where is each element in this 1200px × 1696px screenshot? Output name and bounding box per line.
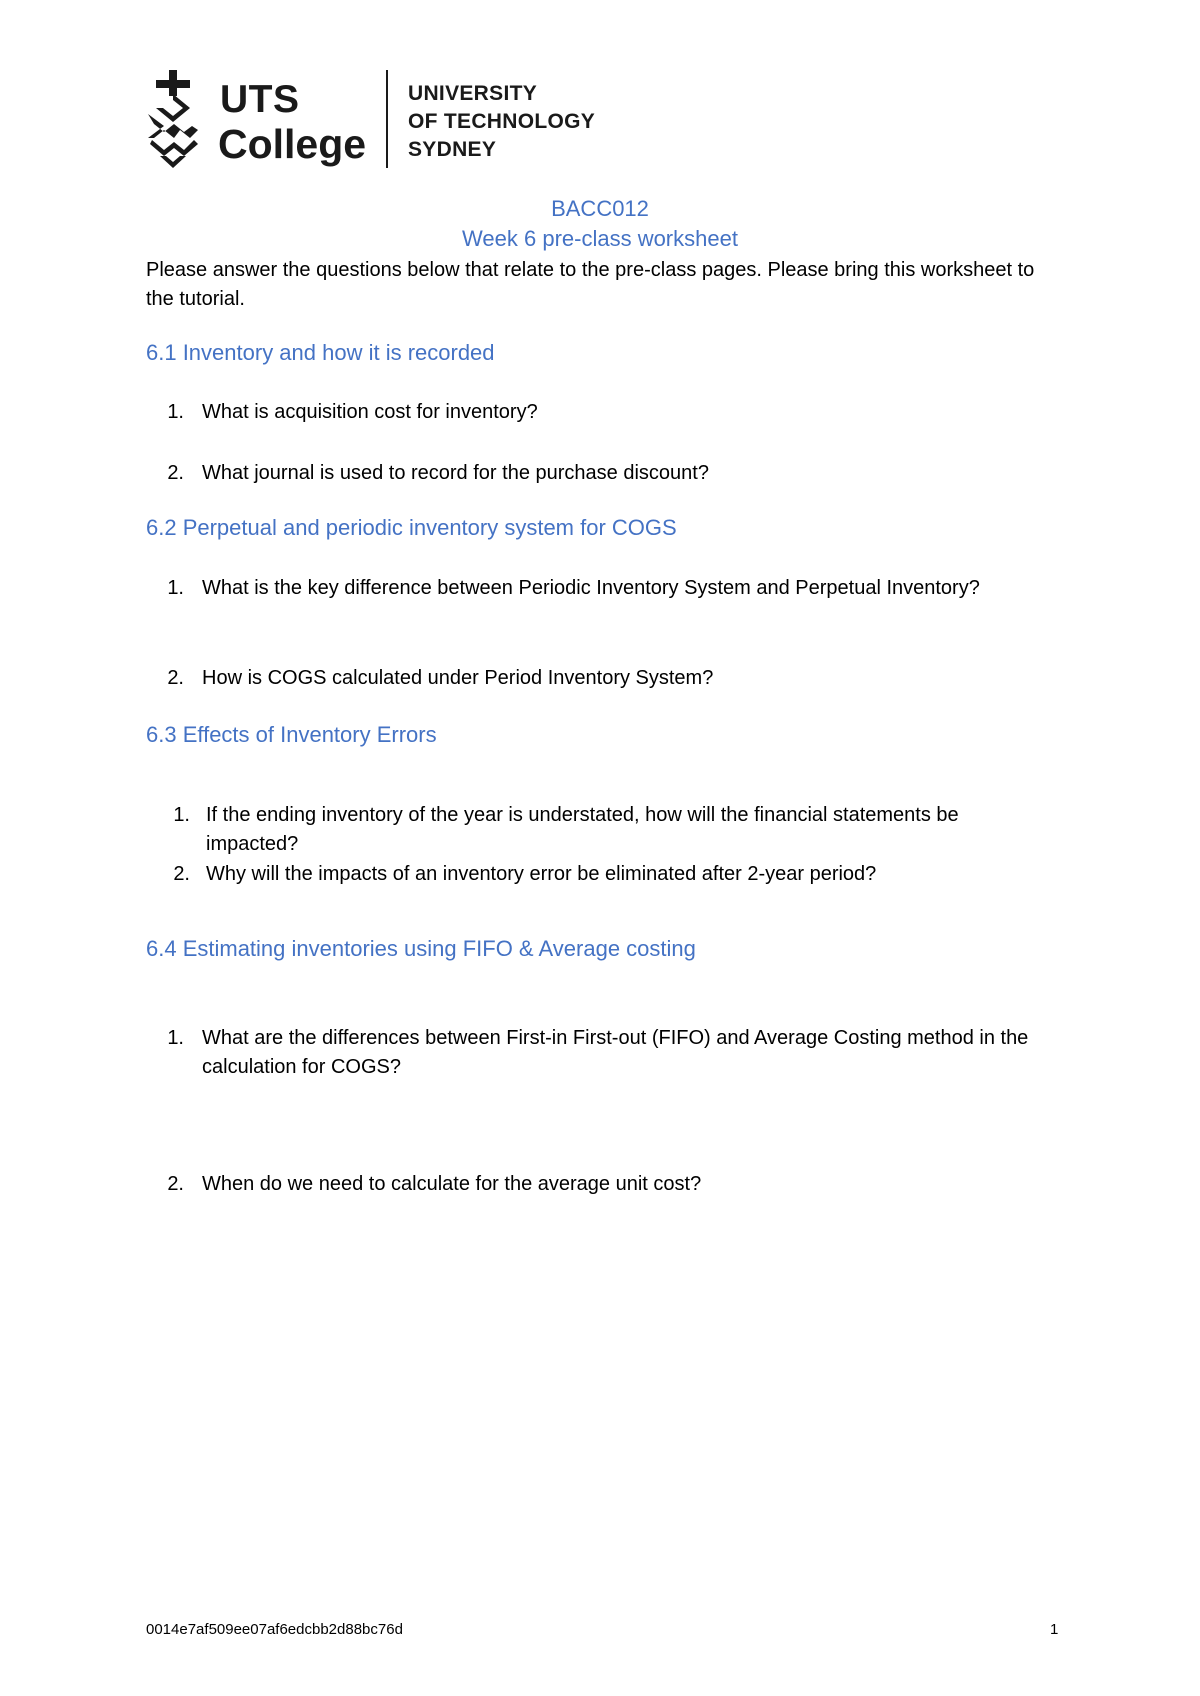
question-item <box>146 459 1066 488</box>
question-item <box>146 664 1066 693</box>
footer-page-number: 1 <box>1050 1621 1059 1638</box>
question-number: 2. <box>167 667 184 689</box>
logo-college-word: College <box>218 121 367 167</box>
question-item <box>146 398 1066 427</box>
question-text: What journal is used to record for the purchase discount? <box>202 462 709 484</box>
question-number: 2. <box>167 1173 184 1195</box>
question-text: Why will the impacts of an inventory error be eliminated after 2-year period? <box>206 863 877 885</box>
question-text: When do we need to calculate for the average unit cost? <box>202 1173 702 1195</box>
question-item <box>146 860 1066 889</box>
logo-university-line-2: OF TECHNOLOGY <box>408 110 596 133</box>
question-number: 1. <box>167 577 184 599</box>
question-text: What is the key difference between Periodic Inventory System and Perpetual Inventory? <box>202 577 980 599</box>
logo-uts-word: UTS <box>220 78 300 121</box>
uts-emblem-icon <box>146 70 200 170</box>
course-code: BACC012 <box>551 196 649 221</box>
question-number: 2. <box>173 863 190 885</box>
section-heading-6-4: 6.4 Estimating inventories using FIFO & Average costing <box>146 936 696 961</box>
logo-university-line-1: UNIVERSITY <box>408 82 538 105</box>
question-text: What are the differences between First-in First-out (FIFO) and Average Costing method in the calculation for COGS? <box>202 1027 1029 1078</box>
question-item <box>146 574 1066 603</box>
section-heading-6-3: 6.3 Effects of Inventory Errors <box>146 722 437 747</box>
logo-divider <box>386 70 388 168</box>
logo-university-line-3: SYDNEY <box>408 138 497 161</box>
worksheet-title: Week 6 pre-class worksheet <box>462 226 738 251</box>
question-number: 2. <box>167 462 184 484</box>
section-heading-6-1: 6.1 Inventory and how it is recorded <box>146 340 495 365</box>
question-text: If the ending inventory of the year is understated, how will the financial statements be impacted? <box>206 804 959 855</box>
uts-college-logo <box>146 70 200 170</box>
question-item <box>146 1024 1066 1082</box>
question-text: How is COGS calculated under Period Inventory System? <box>202 667 714 689</box>
question-item <box>146 1170 1066 1199</box>
question-text: What is acquisition cost for inventory? <box>202 401 538 423</box>
question-number: 1. <box>167 1027 184 1049</box>
question-number: 1. <box>173 804 190 826</box>
footer-document-id: 0014e7af509ee07af6edcbb2d88bc76d <box>146 1621 403 1638</box>
intro-text: Please answer the questions below that relate to the pre-class pages. Please bring this worksheet to the tutorial. <box>146 259 1035 310</box>
section-heading-6-2: 6.2 Perpetual and periodic inventory system for COGS <box>146 515 677 540</box>
question-item <box>146 801 1066 859</box>
question-number: 1. <box>167 401 184 423</box>
